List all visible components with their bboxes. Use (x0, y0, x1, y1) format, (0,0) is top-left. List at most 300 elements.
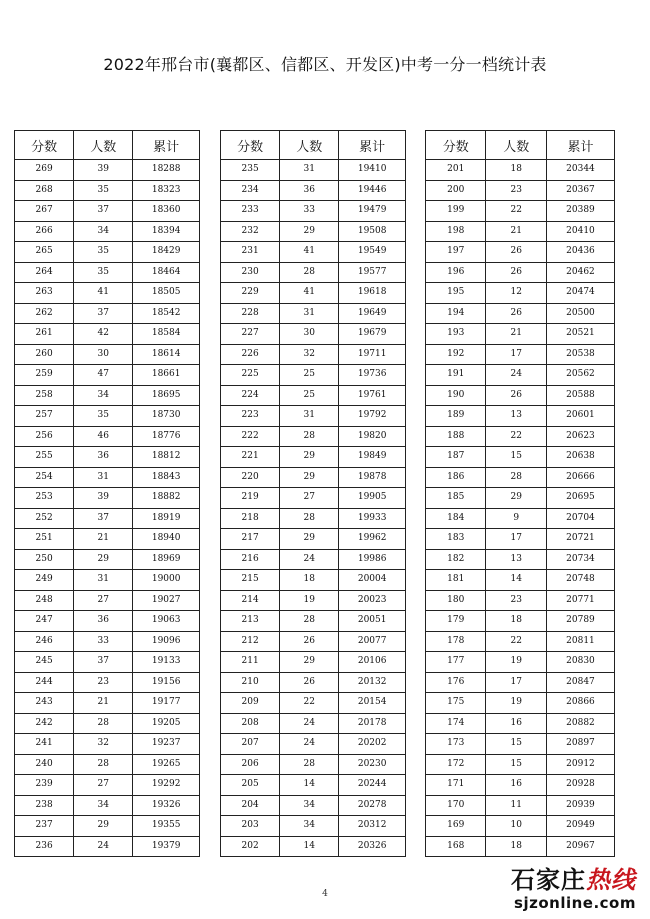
cell-count: 23 (486, 180, 546, 201)
cell-cumulative: 20897 (546, 734, 614, 755)
cell-cumulative: 18661 (133, 365, 200, 386)
table-row (15, 221, 200, 242)
cell-score: 197 (426, 242, 486, 263)
table-row (221, 672, 406, 693)
table-row (426, 201, 615, 222)
table-row (221, 283, 406, 304)
cell-cumulative: 19096 (133, 631, 200, 652)
cell-count: 24 (486, 365, 546, 386)
cell-score: 202 (221, 836, 280, 857)
cell-count: 37 (74, 652, 133, 673)
cell-cumulative: 19878 (339, 467, 406, 488)
table-row (221, 775, 406, 796)
cell-cumulative: 19986 (339, 549, 406, 570)
cell-count: 18 (486, 836, 546, 857)
cell-score: 232 (221, 221, 280, 242)
table-row (426, 180, 615, 201)
cell-cumulative: 18394 (133, 221, 200, 242)
table-row (15, 180, 200, 201)
table-row (221, 303, 406, 324)
header-score: 分数 (15, 131, 74, 160)
cell-cumulative: 18429 (133, 242, 200, 263)
cell-score: 179 (426, 611, 486, 632)
cell-count: 24 (280, 734, 339, 755)
table-row (426, 713, 615, 734)
table-row (426, 672, 615, 693)
table-row (15, 631, 200, 652)
cell-score: 198 (426, 221, 486, 242)
cell-score: 252 (15, 508, 74, 529)
cell-count: 28 (280, 262, 339, 283)
cell-count: 31 (74, 570, 133, 591)
cell-count: 26 (486, 262, 546, 283)
cell-count: 29 (280, 447, 339, 468)
table-row (221, 549, 406, 570)
table-row (221, 221, 406, 242)
cell-score: 254 (15, 467, 74, 488)
table-row (15, 734, 200, 755)
cell-cumulative: 20623 (546, 426, 614, 447)
table-row (15, 262, 200, 283)
cell-count: 21 (486, 324, 546, 345)
cell-count: 16 (486, 775, 546, 796)
header-cumulative: 累计 (339, 131, 406, 160)
cell-cumulative: 19205 (133, 713, 200, 734)
cell-score: 265 (15, 242, 74, 263)
cell-count: 34 (280, 795, 339, 816)
cell-count: 32 (280, 344, 339, 365)
table-row (221, 734, 406, 755)
cell-count: 25 (280, 365, 339, 386)
watermark-name-part2: 热线 (586, 866, 636, 894)
header-cumulative: 累计 (133, 131, 200, 160)
cell-count: 47 (74, 365, 133, 386)
cell-score: 251 (15, 529, 74, 550)
table-row (15, 283, 200, 304)
cell-score: 199 (426, 201, 486, 222)
cell-cumulative: 20830 (546, 652, 614, 673)
cell-count: 27 (280, 488, 339, 509)
cell-score: 239 (15, 775, 74, 796)
cell-score: 226 (221, 344, 280, 365)
table-header-row (221, 131, 406, 160)
cell-cumulative: 19711 (339, 344, 406, 365)
table-row (426, 262, 615, 283)
cell-count: 18 (280, 570, 339, 591)
watermark-logo (466, 866, 636, 916)
cell-score: 235 (221, 160, 280, 181)
table-row (426, 488, 615, 509)
table-row (426, 734, 615, 755)
cell-score: 236 (15, 836, 74, 857)
cell-score: 247 (15, 611, 74, 632)
cell-cumulative: 20178 (339, 713, 406, 734)
cell-score: 261 (15, 324, 74, 345)
cell-cumulative: 20866 (546, 693, 614, 714)
cell-count: 26 (486, 385, 546, 406)
cell-score: 222 (221, 426, 280, 447)
cell-score: 181 (426, 570, 486, 591)
cell-score: 206 (221, 754, 280, 775)
cell-count: 18 (486, 611, 546, 632)
cell-cumulative: 19618 (339, 283, 406, 304)
table-row (426, 754, 615, 775)
cell-count: 35 (74, 262, 133, 283)
cell-score: 210 (221, 672, 280, 693)
cell-cumulative: 20202 (339, 734, 406, 755)
table-row (15, 508, 200, 529)
cell-score: 186 (426, 467, 486, 488)
cell-cumulative: 18464 (133, 262, 200, 283)
cell-cumulative: 19379 (133, 836, 200, 857)
header-count: 人数 (486, 131, 546, 160)
cell-count: 35 (74, 242, 133, 263)
table-body (221, 160, 406, 857)
cell-cumulative: 18584 (133, 324, 200, 345)
table-row (221, 713, 406, 734)
cell-cumulative: 19905 (339, 488, 406, 509)
cell-cumulative: 18323 (133, 180, 200, 201)
cell-score: 175 (426, 693, 486, 714)
cell-score: 266 (15, 221, 74, 242)
cell-score: 170 (426, 795, 486, 816)
cell-cumulative: 19063 (133, 611, 200, 632)
cell-score: 257 (15, 406, 74, 427)
cell-cumulative: 20462 (546, 262, 614, 283)
cell-score: 234 (221, 180, 280, 201)
cell-score: 233 (221, 201, 280, 222)
table-row (15, 242, 200, 263)
cell-count: 34 (74, 795, 133, 816)
table-row (426, 836, 615, 857)
cell-score: 262 (15, 303, 74, 324)
cell-score: 200 (426, 180, 486, 201)
cell-score: 256 (15, 426, 74, 447)
cell-score: 224 (221, 385, 280, 406)
cell-count: 29 (280, 467, 339, 488)
table-row (426, 385, 615, 406)
table-row (15, 590, 200, 611)
cell-cumulative: 20771 (546, 590, 614, 611)
table-row (426, 652, 615, 673)
cell-count: 28 (74, 713, 133, 734)
cell-count: 31 (280, 303, 339, 324)
table-row (221, 508, 406, 529)
cell-cumulative: 18505 (133, 283, 200, 304)
cell-score: 242 (15, 713, 74, 734)
cell-cumulative: 20230 (339, 754, 406, 775)
cell-score: 228 (221, 303, 280, 324)
watermark-name (466, 866, 636, 894)
cell-count: 39 (74, 160, 133, 181)
cell-score: 208 (221, 713, 280, 734)
cell-count: 36 (74, 447, 133, 468)
cell-cumulative: 20500 (546, 303, 614, 324)
cell-cumulative: 19177 (133, 693, 200, 714)
cell-count: 29 (280, 652, 339, 673)
cell-count: 34 (74, 385, 133, 406)
header-count: 人数 (280, 131, 339, 160)
cell-cumulative: 20562 (546, 365, 614, 386)
cell-count: 18 (486, 160, 546, 181)
cell-count: 19 (280, 590, 339, 611)
cell-score: 191 (426, 365, 486, 386)
table-row (426, 344, 615, 365)
cell-score: 180 (426, 590, 486, 611)
table-header-row (15, 131, 200, 160)
table-row (221, 324, 406, 345)
cell-count: 29 (74, 549, 133, 570)
cell-count: 21 (486, 221, 546, 242)
table-row (221, 652, 406, 673)
cell-score: 260 (15, 344, 74, 365)
cell-score: 169 (426, 816, 486, 837)
cell-score: 193 (426, 324, 486, 345)
table-row (221, 570, 406, 591)
table-row (15, 467, 200, 488)
cell-cumulative: 20601 (546, 406, 614, 427)
table-row (15, 754, 200, 775)
table-row (221, 816, 406, 837)
cell-cumulative: 20004 (339, 570, 406, 591)
cell-score: 204 (221, 795, 280, 816)
table-row (221, 406, 406, 427)
cell-score: 192 (426, 344, 486, 365)
table-row (221, 693, 406, 714)
cell-count: 41 (280, 283, 339, 304)
cell-cumulative: 19237 (133, 734, 200, 755)
cell-count: 22 (486, 426, 546, 447)
table-row (221, 180, 406, 201)
cell-score: 177 (426, 652, 486, 673)
cell-cumulative: 20410 (546, 221, 614, 242)
table-row (15, 713, 200, 734)
cell-score: 185 (426, 488, 486, 509)
cell-score: 269 (15, 160, 74, 181)
cell-cumulative: 20695 (546, 488, 614, 509)
cell-score: 172 (426, 754, 486, 775)
cell-cumulative: 20244 (339, 775, 406, 796)
header-score: 分数 (221, 131, 280, 160)
cell-count: 14 (486, 570, 546, 591)
cell-count: 29 (486, 488, 546, 509)
cell-count: 24 (280, 713, 339, 734)
cell-cumulative: 19446 (339, 180, 406, 201)
cell-score: 268 (15, 180, 74, 201)
cell-score: 223 (221, 406, 280, 427)
cell-score: 215 (221, 570, 280, 591)
cell-count: 27 (74, 775, 133, 796)
cell-cumulative: 20939 (546, 795, 614, 816)
table-row (426, 426, 615, 447)
cell-score: 231 (221, 242, 280, 263)
cell-count: 27 (74, 590, 133, 611)
cell-count: 14 (280, 775, 339, 796)
cell-count: 31 (280, 406, 339, 427)
cell-score: 229 (221, 283, 280, 304)
cell-count: 19 (486, 652, 546, 673)
cell-score: 203 (221, 816, 280, 837)
cell-cumulative: 20278 (339, 795, 406, 816)
cell-count: 33 (280, 201, 339, 222)
table-row (426, 508, 615, 529)
cell-score: 255 (15, 447, 74, 468)
cell-cumulative: 18776 (133, 426, 200, 447)
cell-cumulative: 19355 (133, 816, 200, 837)
cell-count: 33 (74, 631, 133, 652)
table-row (15, 549, 200, 570)
watermark-url: sjzonline.com (514, 894, 636, 912)
cell-count: 17 (486, 344, 546, 365)
cell-cumulative: 18360 (133, 201, 200, 222)
cell-cumulative: 19792 (339, 406, 406, 427)
table-row (221, 242, 406, 263)
cell-count: 12 (486, 283, 546, 304)
cell-score: 182 (426, 549, 486, 570)
cell-score: 213 (221, 611, 280, 632)
table-row (15, 385, 200, 406)
cell-cumulative: 20734 (546, 549, 614, 570)
score-table-1 (14, 130, 200, 857)
table-row (426, 303, 615, 324)
cell-cumulative: 19479 (339, 201, 406, 222)
cell-cumulative: 18940 (133, 529, 200, 550)
cell-count: 15 (486, 447, 546, 468)
table-row (426, 693, 615, 714)
header-count: 人数 (74, 131, 133, 160)
cell-score: 218 (221, 508, 280, 529)
cell-score: 227 (221, 324, 280, 345)
table-row (15, 795, 200, 816)
table-row (15, 775, 200, 796)
cell-count: 34 (74, 221, 133, 242)
cell-count: 28 (280, 508, 339, 529)
table-row (221, 385, 406, 406)
cell-score: 248 (15, 590, 74, 611)
cell-count: 17 (486, 672, 546, 693)
table-row (221, 795, 406, 816)
cell-cumulative: 20638 (546, 447, 614, 468)
table-row (426, 406, 615, 427)
table-row (426, 221, 615, 242)
cell-count: 23 (74, 672, 133, 693)
cell-count: 36 (74, 611, 133, 632)
table-row (426, 283, 615, 304)
cell-score: 245 (15, 652, 74, 673)
cell-score: 253 (15, 488, 74, 509)
cell-cumulative: 20106 (339, 652, 406, 673)
cell-cumulative: 19962 (339, 529, 406, 550)
cell-score: 176 (426, 672, 486, 693)
header-cumulative: 累计 (546, 131, 614, 160)
cell-count: 29 (280, 221, 339, 242)
cell-count: 28 (280, 611, 339, 632)
cell-score: 211 (221, 652, 280, 673)
cell-score: 168 (426, 836, 486, 857)
cell-cumulative: 19156 (133, 672, 200, 693)
cell-score: 171 (426, 775, 486, 796)
cell-cumulative: 18695 (133, 385, 200, 406)
cell-count: 23 (486, 590, 546, 611)
cell-cumulative: 19410 (339, 160, 406, 181)
cell-count: 35 (74, 406, 133, 427)
cell-count: 28 (486, 467, 546, 488)
cell-cumulative: 20847 (546, 672, 614, 693)
cell-score: 264 (15, 262, 74, 283)
cell-cumulative: 20882 (546, 713, 614, 734)
cell-score: 178 (426, 631, 486, 652)
cell-cumulative: 20789 (546, 611, 614, 632)
cell-cumulative: 20704 (546, 508, 614, 529)
cell-score: 221 (221, 447, 280, 468)
cell-score: 230 (221, 262, 280, 283)
cell-count: 37 (74, 303, 133, 324)
cell-score: 244 (15, 672, 74, 693)
cell-count: 28 (280, 426, 339, 447)
table-row (15, 570, 200, 591)
cell-score: 214 (221, 590, 280, 611)
cell-cumulative: 20436 (546, 242, 614, 263)
table-row (15, 324, 200, 345)
cell-score: 196 (426, 262, 486, 283)
table-row (426, 590, 615, 611)
cell-cumulative: 20588 (546, 385, 614, 406)
table-row (426, 549, 615, 570)
cell-score: 263 (15, 283, 74, 304)
cell-score: 205 (221, 775, 280, 796)
cell-cumulative: 19679 (339, 324, 406, 345)
cell-cumulative: 20326 (339, 836, 406, 857)
cell-cumulative: 20132 (339, 672, 406, 693)
table-row (15, 344, 200, 365)
cell-score: 194 (426, 303, 486, 324)
cell-count: 31 (74, 467, 133, 488)
table-row (221, 344, 406, 365)
cell-cumulative: 18882 (133, 488, 200, 509)
table-row (15, 303, 200, 324)
cell-cumulative: 20367 (546, 180, 614, 201)
cell-cumulative: 19849 (339, 447, 406, 468)
table-body (426, 160, 615, 857)
cell-cumulative: 20023 (339, 590, 406, 611)
cell-cumulative: 18730 (133, 406, 200, 427)
cell-count: 41 (280, 242, 339, 263)
cell-cumulative: 18542 (133, 303, 200, 324)
watermark-name-part1: 石家庄 (511, 866, 586, 894)
cell-cumulative: 20928 (546, 775, 614, 796)
cell-score: 187 (426, 447, 486, 468)
cell-cumulative: 20154 (339, 693, 406, 714)
cell-score: 212 (221, 631, 280, 652)
cell-score: 249 (15, 570, 74, 591)
table-row (426, 529, 615, 550)
cell-count: 22 (486, 201, 546, 222)
cell-cumulative: 20077 (339, 631, 406, 652)
cell-cumulative: 19000 (133, 570, 200, 591)
cell-count: 9 (486, 508, 546, 529)
cell-count: 26 (486, 242, 546, 263)
cell-count: 31 (280, 160, 339, 181)
cell-count: 21 (74, 529, 133, 550)
table-row (15, 426, 200, 447)
score-table-3 (425, 130, 615, 857)
cell-cumulative: 20666 (546, 467, 614, 488)
table-row (221, 365, 406, 386)
cell-cumulative: 19933 (339, 508, 406, 529)
cell-score: 259 (15, 365, 74, 386)
cell-score: 195 (426, 283, 486, 304)
cell-cumulative: 18812 (133, 447, 200, 468)
